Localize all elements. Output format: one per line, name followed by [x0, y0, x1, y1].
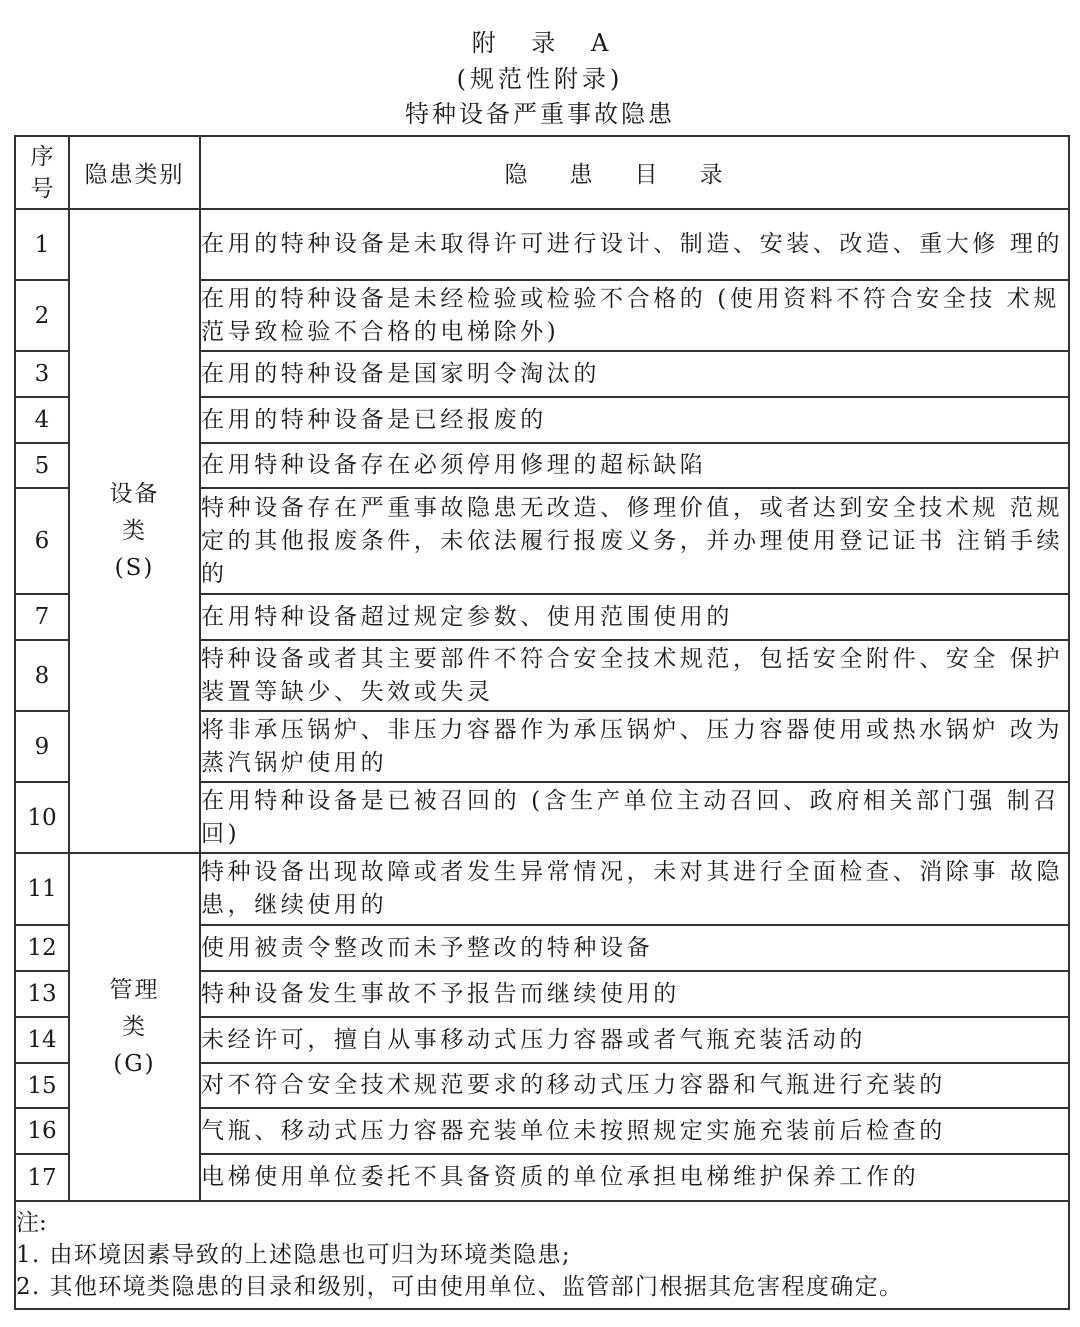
row-text: 在用的特种设备是未经检验或检验不合格的 (使用资料不符合安全技 术规范导致检验不合格的电梯除外) [200, 280, 1069, 351]
hazard-table [14, 135, 1070, 1310]
row-text: 使用被责令整改而未予整改的特种设备 [200, 925, 1069, 971]
row-number: 14 [15, 1017, 69, 1063]
category-management-line-2: 类 [122, 1013, 147, 1040]
row-text: 对不符合安全技术规范要求的移动式压力容器和气瓶进行充装的 [200, 1063, 1069, 1108]
category-management-line-1: 管理 [109, 976, 160, 1003]
category-equipment-line-3: (S) [114, 554, 155, 581]
row-text: 特种设备发生事故不予报告而继续使用的 [200, 971, 1069, 1017]
row-number: 2 [15, 280, 69, 351]
row-text: 气瓶、移动式压力容器充装单位未按照规定实施充装前后检查的 [200, 1108, 1069, 1154]
row-text: 电梯使用单位委托不具备资质的单位承担电梯维护保养工作的 [200, 1154, 1069, 1201]
row-number: 8 [15, 640, 69, 711]
row-text: 未经许可，擅自从事移动式压力容器或者气瓶充装活动的 [200, 1017, 1069, 1063]
table-row [15, 853, 1069, 925]
row-number: 3 [15, 351, 69, 397]
category-equipment-line-2: 类 [122, 517, 147, 544]
notes-cell [15, 1201, 1069, 1309]
category-management-line-3: (G) [113, 1050, 156, 1077]
appendix-title: 附 录 A [471, 29, 623, 57]
row-number: 9 [15, 711, 69, 782]
row-number: 16 [15, 1108, 69, 1154]
row-number: 10 [15, 782, 69, 853]
row-number: 13 [15, 971, 69, 1017]
row-text: 在用的特种设备是未取得许可进行设计、制造、安装、改造、重大修 理的 [200, 209, 1069, 280]
note-item: 1. 由环境因素导致的上述隐患也可归为环境类隐患; [16, 1242, 572, 1268]
row-text: 将非承压锅炉、非压力容器作为承压锅炉、压力容器使用或热水锅炉 改为蒸汽锅炉使用的 [200, 711, 1069, 782]
row-text: 在用特种设备是已被召回的 (含生产单位主动召回、政府相关部门强 制召回) [200, 782, 1069, 853]
row-number: 6 [15, 488, 69, 594]
document-title: 特种设备严重事故隐患 [405, 100, 675, 128]
note-item: 2. 其他环境类隐患的目录和级别，可由使用单位、监管部门根据其危害程度确定。 [16, 1274, 904, 1300]
table-header-row [15, 136, 1069, 209]
notes-title: 注: [16, 1210, 47, 1236]
row-text: 在用的特种设备是已经报废的 [200, 397, 1069, 443]
row-number: 5 [15, 443, 69, 488]
row-text: 特种设备出现故障或者发生异常情况，未对其进行全面检查、消除事 故隐患，继续使用的 [200, 853, 1069, 925]
appendix-type: (规范性附录) [456, 65, 624, 93]
row-number: 12 [15, 925, 69, 971]
row-text: 特种设备或者其主要部件不符合安全技术规范，包括安全附件、安全 保护装置等缺少、失效或失灵 [200, 640, 1069, 711]
row-number: 11 [15, 853, 69, 925]
table-row [15, 209, 1069, 280]
header-seq [15, 136, 69, 209]
row-number: 17 [15, 1154, 69, 1201]
row-number: 7 [15, 594, 69, 640]
category-equipment [69, 209, 200, 853]
row-text: 在用特种设备存在必须停用修理的超标缺陷 [200, 443, 1069, 488]
row-number: 1 [15, 209, 69, 280]
header-seq-char-2: 号 [30, 175, 54, 202]
header-seq-char-1: 序 [30, 143, 54, 170]
row-number: 15 [15, 1063, 69, 1108]
header-category: 隐患类别 [69, 136, 200, 209]
row-number: 4 [15, 397, 69, 443]
notes-row [15, 1201, 1069, 1309]
row-text: 特种设备存在严重事故隐患无改造、修理价值，或者达到安全技术规 范规定的其他报废条件，未依法履行报废义务，并办理使用登记证书 注销手续的 [200, 488, 1069, 594]
header-list: 隐患目录 [200, 136, 1069, 209]
row-text: 在用的特种设备是国家明令淘汰的 [200, 351, 1069, 397]
category-equipment-line-1: 设备 [109, 480, 160, 507]
row-text: 在用特种设备超过规定参数、使用范围使用的 [200, 594, 1069, 640]
category-management [69, 853, 200, 1201]
